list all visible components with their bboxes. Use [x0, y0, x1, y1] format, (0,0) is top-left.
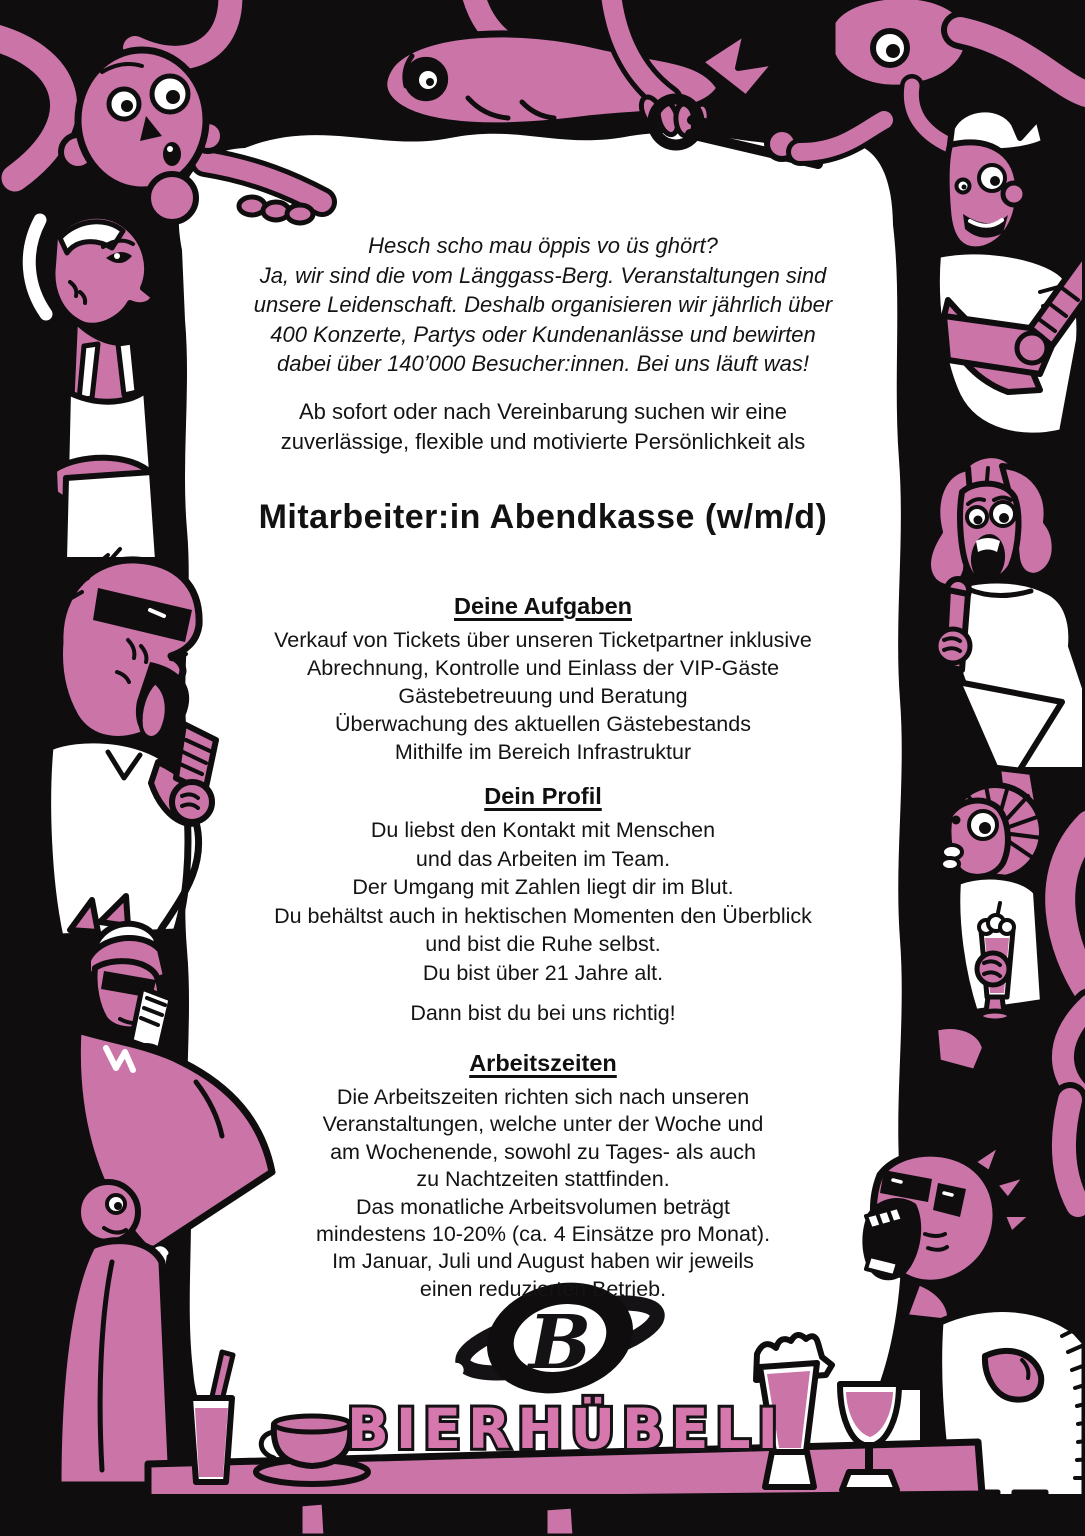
- section-lines-arbeitszeiten: Die Arbeitszeiten richten sich nach unseren Veranstaltungen, welche unter der Woche und am Wochenende, sowohl zu Tages- als auch zu Nachtzeiten stattfinden. Das monatliche Arbeitsvolumen beträgt mindestens 10-20% (ca. 4 Einsätze pro Monat). Im Januar, Juli und August haben wir jeweils einen reduzierten Betrieb.: [315, 1085, 771, 1301]
- cta-line: Dann bist du bei uns richtig!: [410, 1001, 676, 1025]
- logo-wordmark: BIERHÜBELI: [346, 1397, 786, 1461]
- section-heading-arbeitszeiten: Arbeitszeiten: [469, 1050, 617, 1076]
- vacancy-intro: Ab sofort oder nach Vereinbarung suchen wir eine zuverlässige, flexible und motivierte Persönlichkeit als: [280, 399, 806, 454]
- intro-paragraph: Hesch scho mau öppis vo üs ghört? Ja, wir sind die vom Länggass-Berg. Veranstaltungen sind unsere Leidenschaft. Deshalb organisieren wir jährlich über 400 Konzerte, Partys oder Kundenanlässe und bewirten dabei über 140’000 Besucher:innen. Bei uns läuft was!: [253, 233, 833, 376]
- job-title: Mitarbeiter:in Abendkasse (w/m/d): [258, 498, 828, 536]
- logo-monogram: B: [528, 1300, 592, 1386]
- figure-guitarist: [937, 93, 1085, 436]
- section-lines-aufgaben: Verkauf von Tickets über unseren Ticketpartner inklusive Abrechnung, Kontrolle und Einlass der VIP-Gäste Gästebetreuung und Beratung Überwachung des aktuellen Gästebestands Mithilfe im Bereich Infrastruktur: [274, 628, 812, 764]
- section-heading-profil: Dein Profil: [484, 783, 602, 809]
- section-heading-aufgaben: Deine Aufgaben: [453, 593, 632, 619]
- section-lines-profil: Du liebst den Kontakt mit Menschen und das Arbeiten im Team. Der Umgang mit Zahlen liegt dir im Blut. Du behältst auch in hektischen Momenten den Überblick und bist die Ruhe selbst. Du bist über 21 Jahre alt.: [274, 818, 812, 985]
